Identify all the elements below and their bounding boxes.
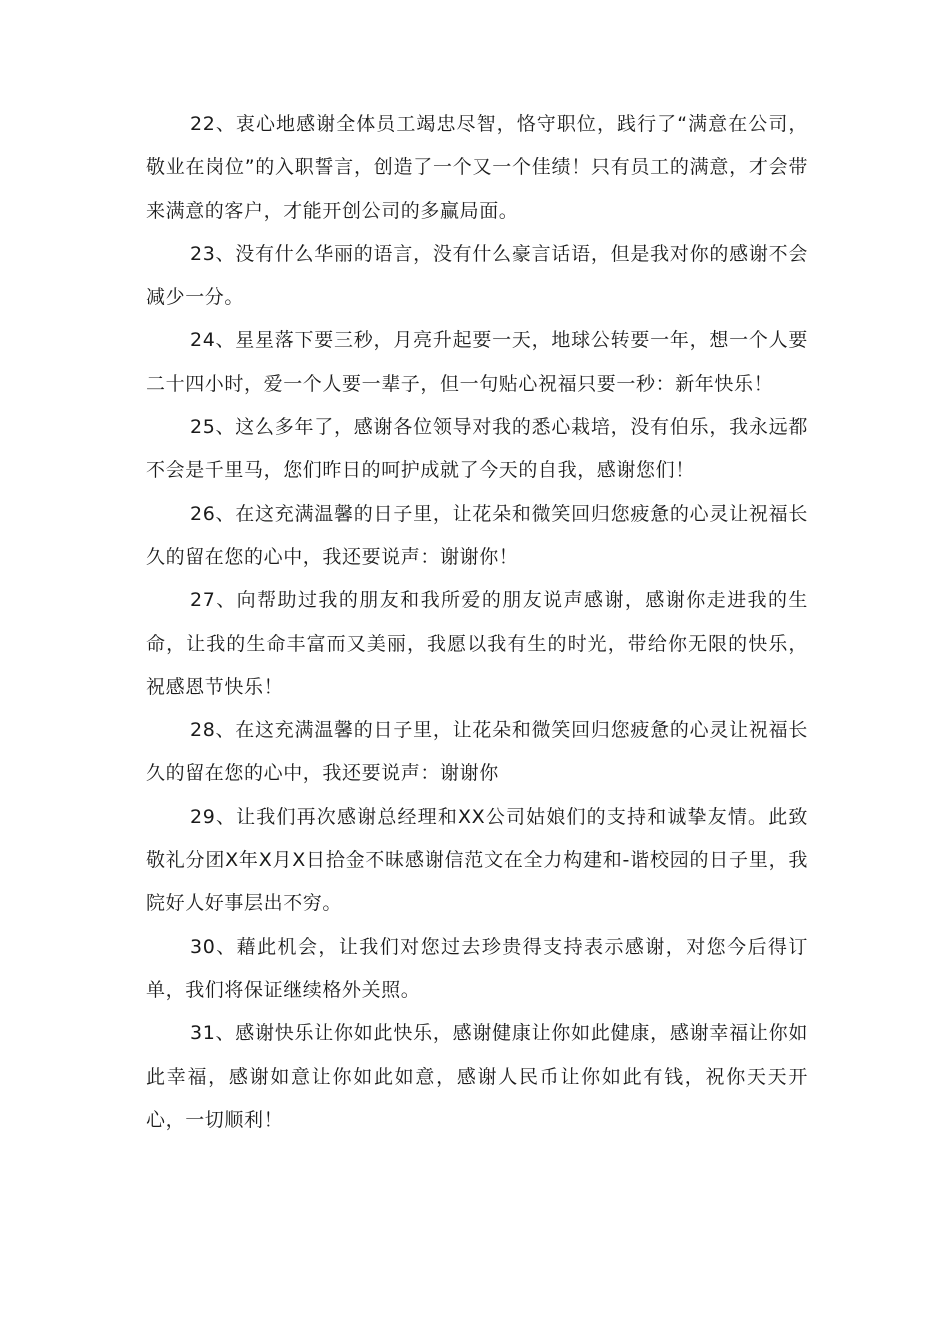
paragraph-30: 30、藉此机会，让我们对您过去珍贵得支持表示感谢，对您今后得订单，我们将保证继续格外关照。 (146, 935, 808, 1001)
paragraph-22: 22、衷心地感谢全体员工竭忠尽智，恪守职位，践行了“满意在公司，敬业在岗位”的入职誓言，创造了一个又一个佳绩！只有员工的满意，才会带来满意的客户，才能开创公司的多赢局面。 (146, 113, 808, 222)
paragraph-31: 31、感谢快乐让你如此快乐，感谢健康让你如此健康，感谢幸福让你如此幸福，感谢如意让你如此如意，感谢人民币让你如此有钱，祝你天天开心，一切顺利！ (146, 1022, 808, 1131)
paragraph-29: 29、让我们再次感谢总经理和XX公司姑娘们的支持和诚挚友情。此致敬礼分团X年X月X日拾金不昧感谢信范文在全力构建和-谐校园的日子里，我院好人好事层出不穷。 (146, 805, 808, 915)
paragraph-26: 26、在这充满温馨的日子里，让花朵和微笑回归您疲惫的心灵让祝福长久的留在您的心中，我还要说声：谢谢你！ (146, 502, 808, 568)
paragraph-27: 27、向帮助过我的朋友和我所爱的朋友说声感谢，感谢你走进我的生命，让我的生命丰富而又美丽，我愿以我有生的时光，带给你无限的快乐，祝感恩节快乐！ (146, 589, 808, 698)
paragraph-23: 23、没有什么华丽的语言，没有什么豪言话语，但是我对你的感谢不会减少一分。 (146, 242, 808, 309)
document-body (146, 103, 808, 1142)
paragraph-24: 24、星星落下要三秒，月亮升起要一天，地球公转要一年，想一个人要二十四小时，爱一个人要一辈子，但一句贴心祝福只要一秒：新年快乐！ (146, 329, 808, 395)
paragraph-25: 25、这么多年了，感谢各位领导对我的悉心栽培，没有伯乐，我永远都不会是千里马，您们昨日的呵护成就了今天的自我，感谢您们！ (146, 416, 808, 482)
paragraph-28: 28、在这充满温馨的日子里，让花朵和微笑回归您疲惫的心灵让祝福长久的留在您的心中，我还要说声：谢谢你 (146, 719, 808, 785)
